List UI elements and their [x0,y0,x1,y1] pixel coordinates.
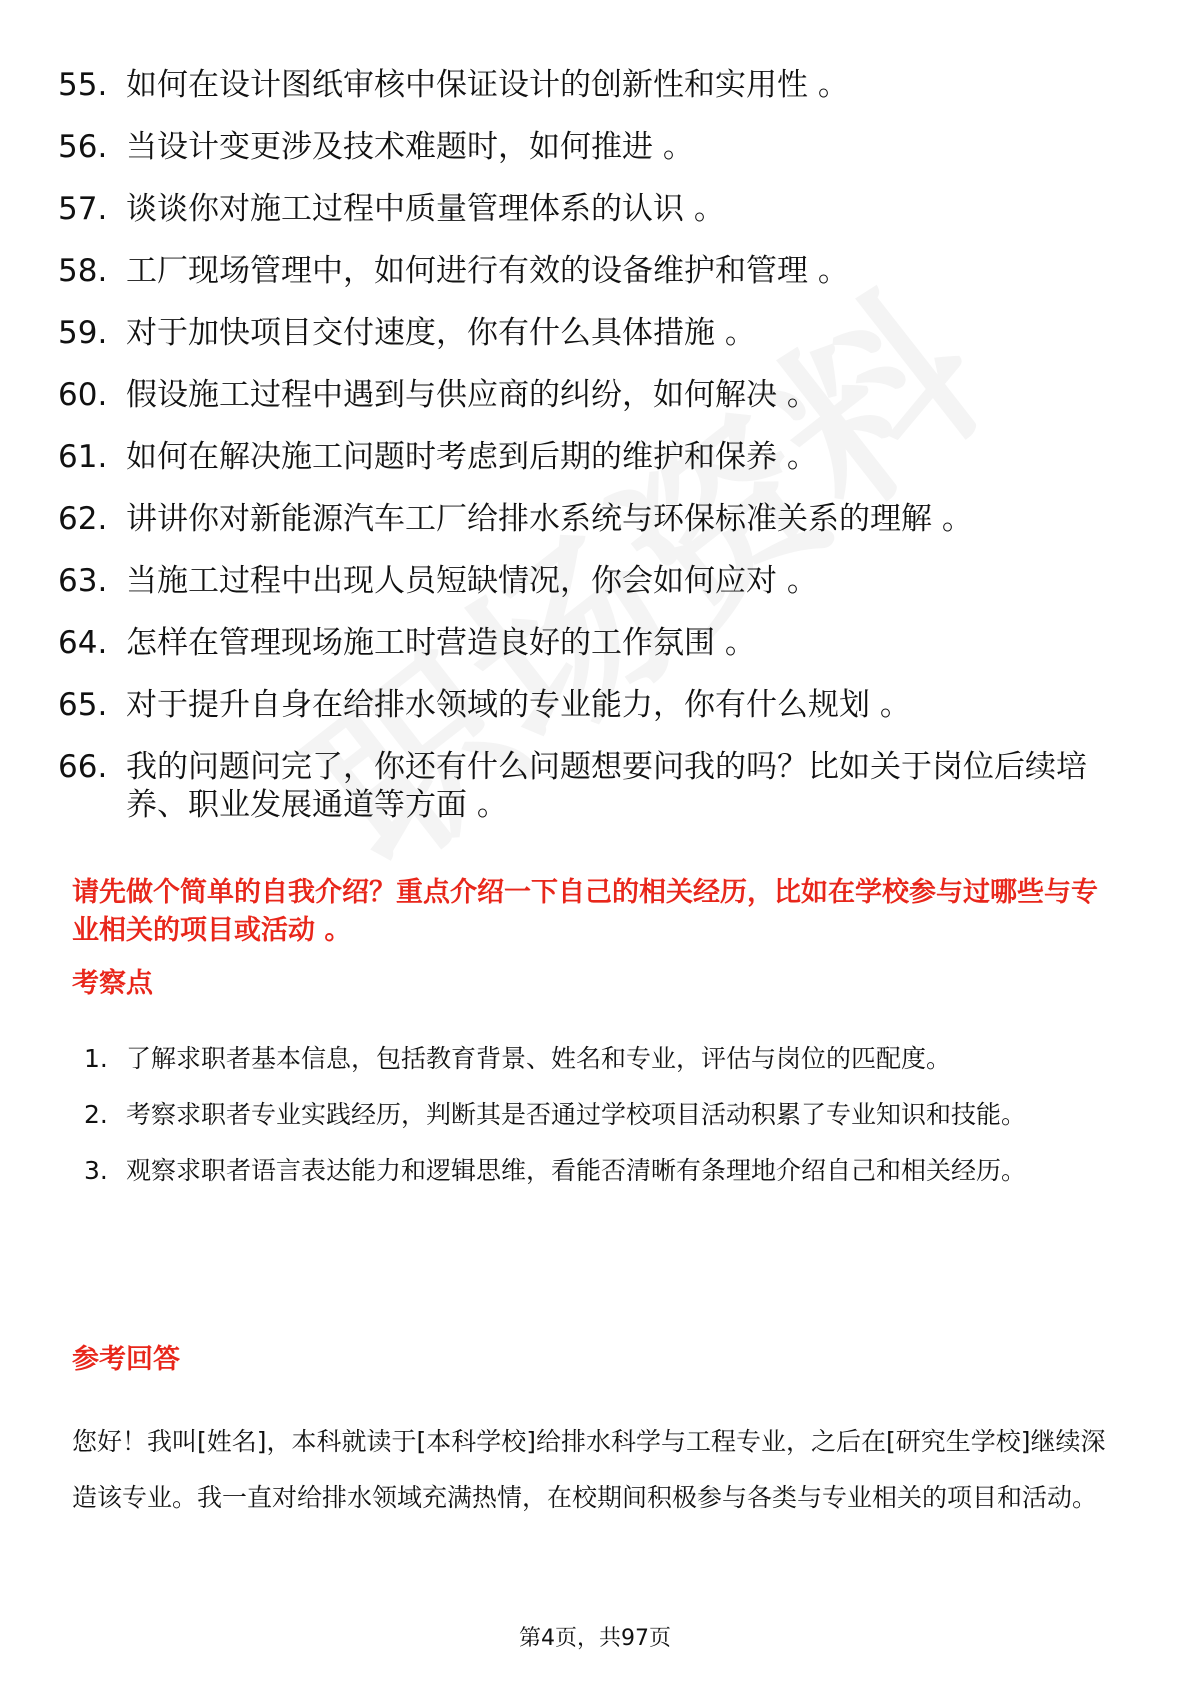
list-item [58,624,1128,662]
item-number: 3. [84,1156,108,1185]
item-number: 59. [58,315,108,351]
item-number: 56. [58,129,108,165]
item-text: 工厂现场管理中，如何进行有效的设备维护和管理 。 [126,253,849,289]
item-text: 当设计变更涉及技术难题时，如何推进 。 [126,129,694,165]
list-item [84,1032,1124,1086]
list-item [58,376,1128,414]
page-footer: 第4页，共97页 [519,1626,671,1651]
list-item [58,686,1128,724]
item-number: 2. [84,1100,108,1129]
item-text: 如何在设计图纸审核中保证设计的创新性和实用性 。 [126,67,849,103]
item-text: 我的问题问完了，你还有什么问题想要问我的吗？比如关于岗位后续培养、职业发展通道等方面 。 [126,749,1087,823]
list-item [58,562,1128,600]
item-text: 怎样在管理现场施工时营造良好的工作氛围 。 [126,625,756,661]
question-heading: 请先做个简单的自我介绍？重点介绍一下自己的相关经历，比如在学校参与过哪些与专业相关的项目或活动 。 [72,877,1098,946]
list-item [58,314,1128,352]
list-item [84,1088,1124,1142]
item-text: 如何在解决施工问题时考虑到后期的维护和保养 。 [126,439,818,475]
item-number: 66. [58,749,108,785]
item-text: 观察求职者语言表达能力和逻辑思维，看能否清晰有条理地介绍自己和相关经历。 [126,1156,1027,1185]
item-text: 了解求职者基本信息，包括教育背景、姓名和专业，评估与岗位的匹配度。 [126,1044,952,1073]
item-text: 假设施工过程中遇到与供应商的纠纷，如何解决 。 [126,377,818,413]
list-item [58,500,1128,538]
item-text: 当施工过程中出现人员短缺情况，你会如何应对 。 [126,563,818,599]
item-number: 65. [58,687,108,723]
item-text: 对于提升自身在给排水领域的专业能力，你有什么规划 。 [126,687,911,723]
item-number: 58. [58,253,108,289]
list-item [58,190,1128,228]
list-item [58,748,1128,824]
question-list [58,66,1128,848]
item-text: 考察求职者专业实践经历，判断其是否通过学校项目活动积累了专业知识和技能。 [126,1100,1027,1129]
item-text: 谈谈你对施工过程中质量管理体系的认识 。 [126,191,725,227]
answer-text: 您好！我叫[姓名]，本科就读于[本科学校]给排水科学与工程专业，之后在[研究生学校]继续深造该专业。我一直对给排水领域充满热情，在校期间积极参与各类与专业相关的项目和活动。 [72,1427,1106,1512]
item-number: 61. [58,439,108,475]
list-item [84,1144,1124,1198]
list-item [58,66,1128,104]
list-item [58,128,1128,166]
item-number: 63. [58,563,108,599]
list-item [58,252,1128,290]
focus-label: 考察点 [72,968,153,999]
item-number: 60. [58,377,108,413]
item-number: 62. [58,501,108,537]
item-text: 对于加快项目交付速度，你有什么具体措施 。 [126,315,756,351]
item-number: 57. [58,191,108,227]
answer-label: 参考回答 [72,1344,180,1375]
item-number: 1. [84,1044,108,1073]
focus-points-list [84,1032,1124,1200]
item-number: 64. [58,625,108,661]
list-item [58,438,1128,476]
item-text: 讲讲你对新能源汽车工厂给排水系统与环保标准关系的理解 。 [126,501,973,537]
item-number: 55. [58,67,108,103]
